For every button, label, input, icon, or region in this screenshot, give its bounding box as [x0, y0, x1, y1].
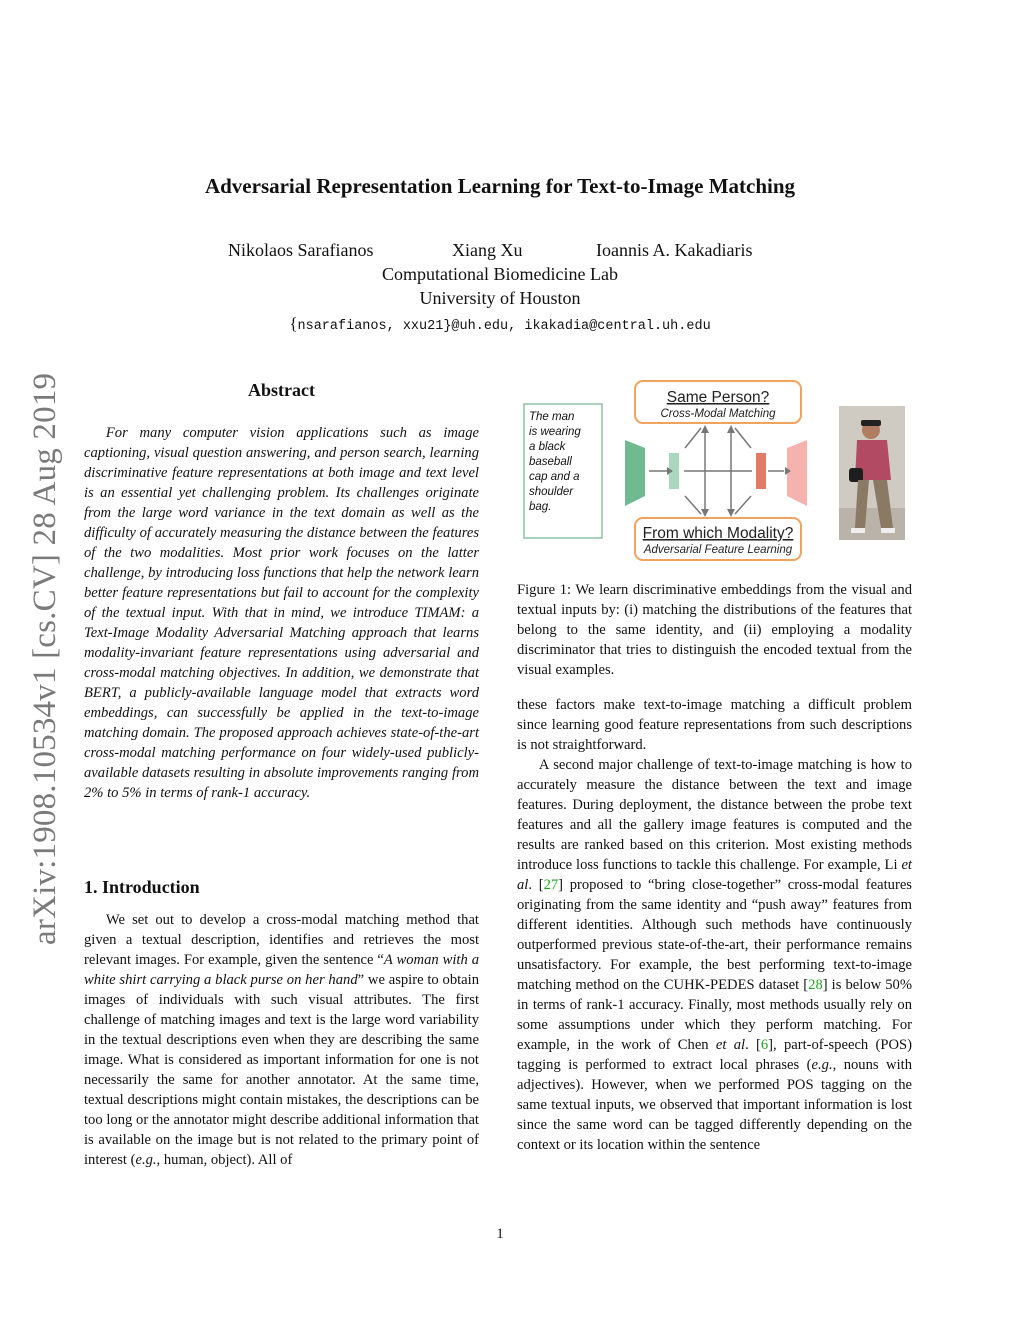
- intro-text-a: We set out to develop a cross-modal matching method that given a textual description, identifies and retrieves the most relevant images. For example, given the sentence “: [84, 912, 479, 968]
- text-line: baseball: [529, 456, 572, 468]
- arrow-line: [685, 496, 701, 514]
- text-encoder-shape: [625, 440, 645, 506]
- text-line: is wearing: [529, 426, 581, 438]
- which-modality-label: From which Modality?: [642, 525, 794, 542]
- page-number: 1: [496, 1226, 504, 1242]
- intro-text-c: , human, object). All of: [156, 1152, 293, 1168]
- introduction-heading: 1. Introduction: [84, 877, 200, 897]
- arxiv-stamp: arXiv:1908.10534v1 [cs.CV] 28 Aug 2019: [27, 372, 63, 945]
- citation-6[interactable]: 6: [760, 1037, 769, 1053]
- rc-text-d: ] is below 50% in terms of rank-1 accuracy. Finally, most methods usually rely on some assumptions under which they perform matching. For example, in the work of Chen: [517, 977, 912, 1053]
- figure-1-diagram: [517, 378, 912, 566]
- rc-et-al-1: et al: [517, 857, 912, 893]
- rc-text-c: ] proposed to “bring close-together” cross-modal features originating from the same identity and “push away” features from different identities. Although such methods have continuously outperformed previous state-of-the-art, their performance remains unsatisfactory. For example, the best performing text-to-image matching method on the CUHK-PEDES dataset [: [517, 877, 912, 993]
- author-emails: [0, 314, 1000, 334]
- person-photo: [839, 406, 905, 540]
- citation-27[interactable]: 27: [543, 877, 559, 893]
- rc-text-g: , nouns with adjectives). However, when we performed POS tagging on the same textual inputs, we observed that important information is lost since the same word can be tagged differently depending on the context or its location within the sentence: [517, 1057, 912, 1153]
- text-line: cap and a: [529, 471, 580, 483]
- baseball-cap: [861, 420, 881, 426]
- intro-text-b: ” we aspire to obtain images of individuals with such visual attributes. The first challenge of matching images and text is the large word variability in the textual descriptions even when they are describing the same image. What is considered as important information for one is not necessarily the same for another annotator. At the same time, textual descriptions might contain mistakes, the descriptions can be too long or the annotator might describe additional information that is available on the image but is not related to the primary point of interest (: [84, 972, 479, 1168]
- rc-text-a: A second major challenge of text-to-image matching is how to accurately measure the distance between the text and image features. During deployment, the distance between the probe text features and all the gallery image features is computed and the results are ranked based on this criterion. Most existing methods introduce loss functions to tackle this challenge. For example, Li: [517, 757, 912, 873]
- email-list: nsarafianos, xxu21}@uh.edu, ikakadia@central.uh.edu: [297, 319, 711, 334]
- abstract-text: For many computer vision applications such as image captioning, visual question answering, and person search, learning discriminative feature representations at both image and text level is an essential yet challenging problem. Its challenges originate from the large word variance in the text domain as well as the difficulty of accurately measuring the distance between the features of the two modalities. Most prior work focuses on the latter challenge, by introducing loss functions that help the network learn better feature representations but fail to account for the complexity of the textual input. With that in mind, we introduce TIMAM: a Text-Image Modality Adversarial Matching approach that learns modality-invariant feature representations using adversarial and cross-modal matching objectives. In addition, we demonstrate that BERT, a publicly-available language model that extracts word embeddings, can successfully be applied in the text-to-image matching domain. The proposed approach achieves state-of-the-art cross-modal matching performance on four widely-used publicly-available datasets resulting in absolute improvements ranging from 2% to 5% in terms of rank-1 accuracy.: [84, 425, 479, 801]
- text-line: The man: [529, 411, 575, 423]
- arrow-line: [685, 428, 701, 448]
- rc-text-b: . [: [528, 877, 544, 893]
- rc-eg: e.g.: [811, 1057, 833, 1073]
- text-line: a black: [529, 441, 566, 453]
- arrow-line: [735, 428, 751, 448]
- right-column-paragraph-2: [517, 755, 912, 1155]
- rc-text-e: . [: [745, 1037, 761, 1053]
- affiliation-university: University of Houston: [419, 288, 581, 308]
- image-feature-bar: [756, 453, 766, 489]
- abstract-heading: Abstract: [248, 380, 315, 400]
- cross-modal-label: Cross-Modal Matching: [660, 408, 776, 420]
- rc-et-al-2: et al: [715, 1037, 746, 1053]
- adversarial-label: Adversarial Feature Learning: [643, 544, 793, 556]
- arrow-line: [735, 496, 751, 514]
- arrow-head: [727, 425, 735, 433]
- figure-1-caption: Figure 1: We learn discriminative embeddings from the visual and textual inputs by: (i) matching the distributions of the features that belong to the same identity, and (ii) employing a modality discriminator that tries to distinguish the encoded textual from the visual examples.: [517, 582, 912, 678]
- right-column-paragraph-1: these factors make text-to-image matching a difficult problem since learning good feature representations from such descriptions is not straightforward.: [517, 697, 912, 753]
- text-line: bag.: [529, 501, 552, 513]
- citation-28[interactable]: 28: [808, 977, 823, 993]
- image-encoder-shape: [787, 440, 807, 506]
- author-1: Nikolaos Sarafianos: [228, 240, 374, 260]
- shoulder-bag: [849, 468, 863, 482]
- intro-eg: e.g.: [135, 1152, 157, 1168]
- affiliation-lab: Computational Biomedicine Lab: [382, 264, 618, 284]
- paper-title: Adversarial Representation Learning for Text-to-Image Matching: [204, 174, 796, 198]
- author-3: Ioannis A. Kakadiaris: [596, 240, 753, 260]
- text-line: shoulder: [529, 486, 574, 498]
- intro-quote: A woman with a white shirt carrying a black purse on her hand: [84, 952, 480, 988]
- same-person-label: Same Person?: [666, 389, 770, 406]
- arrow-head: [727, 509, 735, 517]
- introduction-paragraph: [84, 910, 479, 1170]
- author-2: Xiang Xu: [452, 240, 523, 260]
- rc-text-f: ], part-of-speech (POS) tagging is performed to extract local phrases (: [517, 1037, 912, 1073]
- arrow-head: [701, 425, 709, 433]
- email-brace: {: [289, 314, 298, 333]
- arrow-head: [701, 509, 709, 517]
